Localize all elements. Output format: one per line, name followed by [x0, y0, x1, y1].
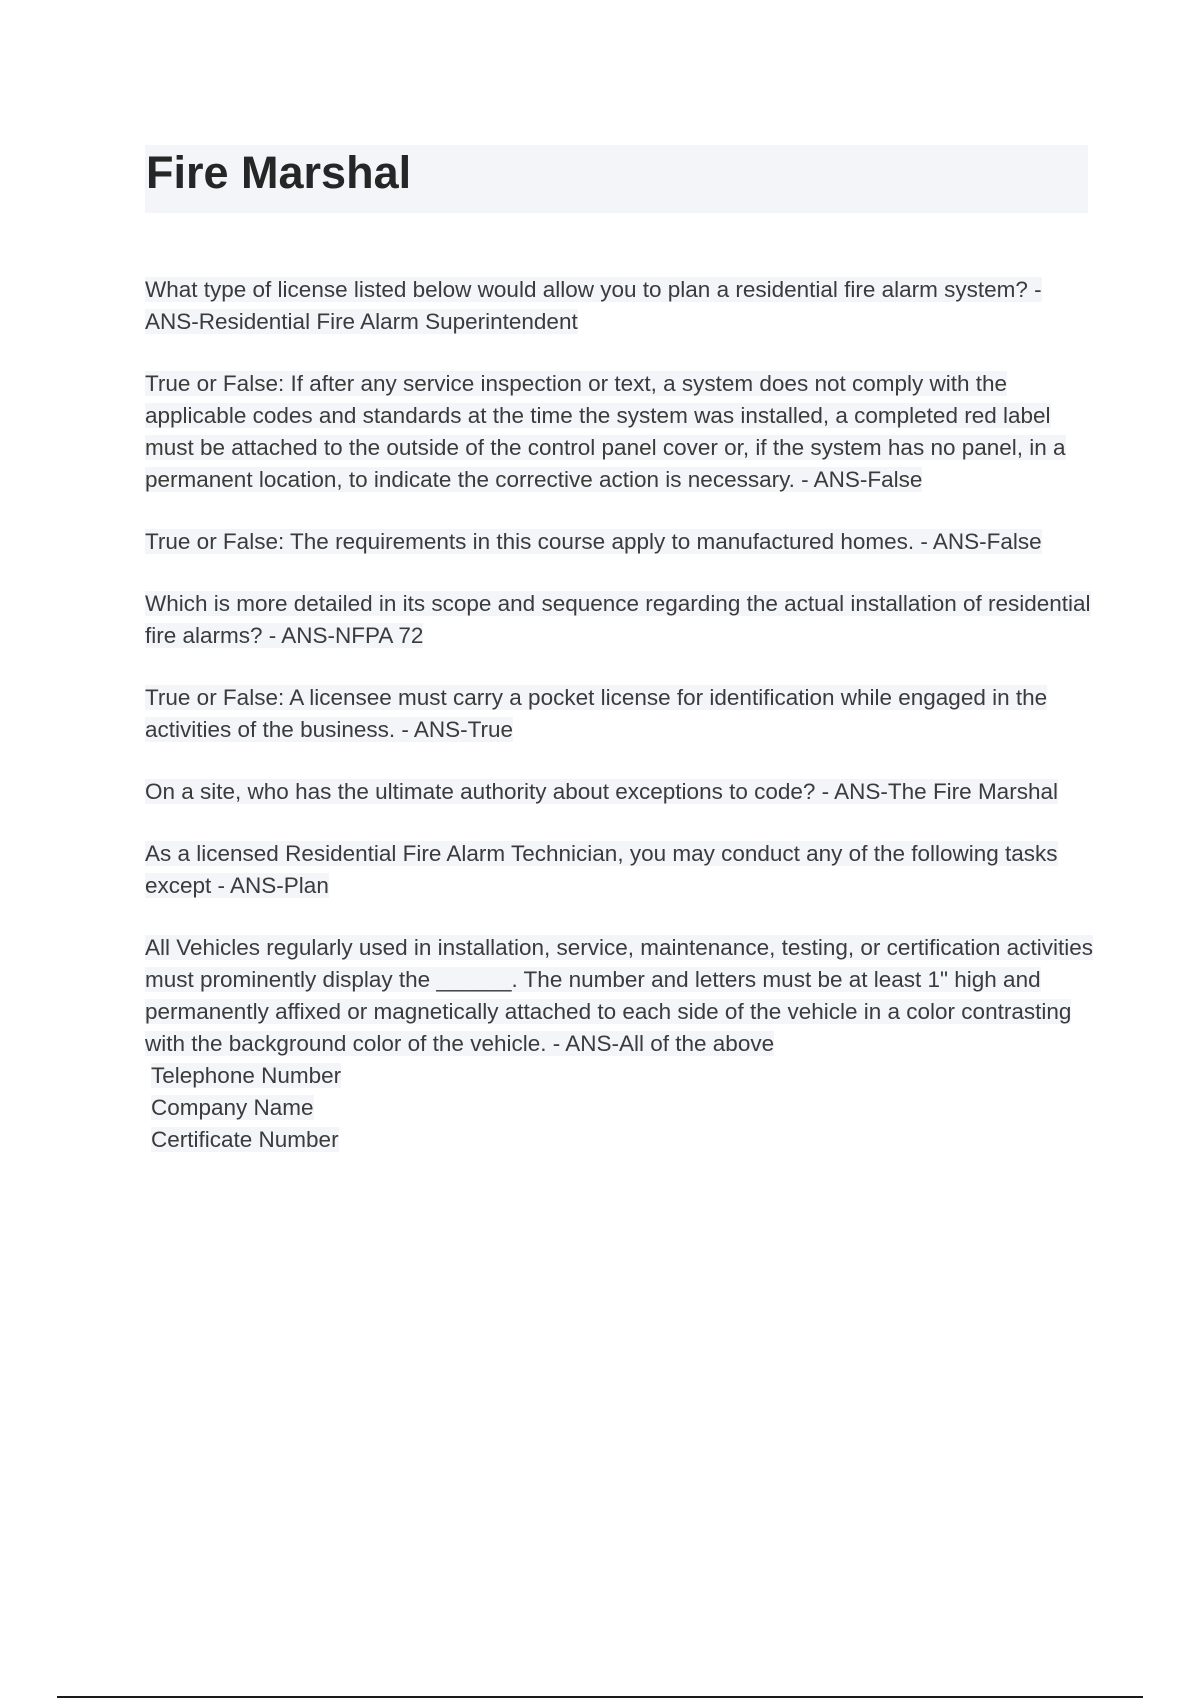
answer-options: [145, 1060, 1095, 1156]
option-certificate-number: Certificate Number: [151, 1127, 339, 1152]
qa-item-2: True or False: If after any service inspection or text, a system does not comply with the applicable codes and standards at the time the system was installed, a completed red label must be attached to the outside of the control panel cover or, if the system has no panel, in a permanent location, to indicate the corrective action is necessary. - ANS-False: [145, 371, 1066, 492]
qa-item-6: On a site, who has the ultimate authority about exceptions to code? - ANS-The Fire Marshal: [145, 779, 1058, 804]
qa-item-8: All Vehicles regularly used in installation, service, maintenance, testing, or certification activities must prominently display the ______. The number and letters must be at least 1" high and permanently affixed or magnetically attached to each side of the vehicle in a color contrasting with the background color of the vehicle. - ANS-All of the above: [145, 935, 1093, 1056]
page-title: Fire Marshal: [146, 147, 412, 198]
option-telephone-number: Telephone Number: [151, 1063, 342, 1088]
option-company-name: Company Name: [151, 1095, 314, 1120]
footer-divider: [57, 1696, 1143, 1698]
qa-item-1: What type of license listed below would allow you to plan a residential fire alarm system? - ANS-Residential Fire Alarm Superintendent: [145, 277, 1042, 334]
qa-item-3: True or False: The requirements in this course apply to manufactured homes. - ANS-False: [145, 529, 1042, 554]
qa-item-4: Which is more detailed in its scope and sequence regarding the actual installation of residential fire alarms? - ANS-NFPA 72: [145, 591, 1091, 648]
qa-content: [145, 274, 1095, 1156]
qa-item-7: As a licensed Residential Fire Alarm Technician, you may conduct any of the following tasks except - ANS-Plan: [145, 841, 1058, 898]
qa-item-5: True or False: A licensee must carry a pocket license for identification while engaged in the activities of the business. - ANS-True: [145, 685, 1048, 742]
